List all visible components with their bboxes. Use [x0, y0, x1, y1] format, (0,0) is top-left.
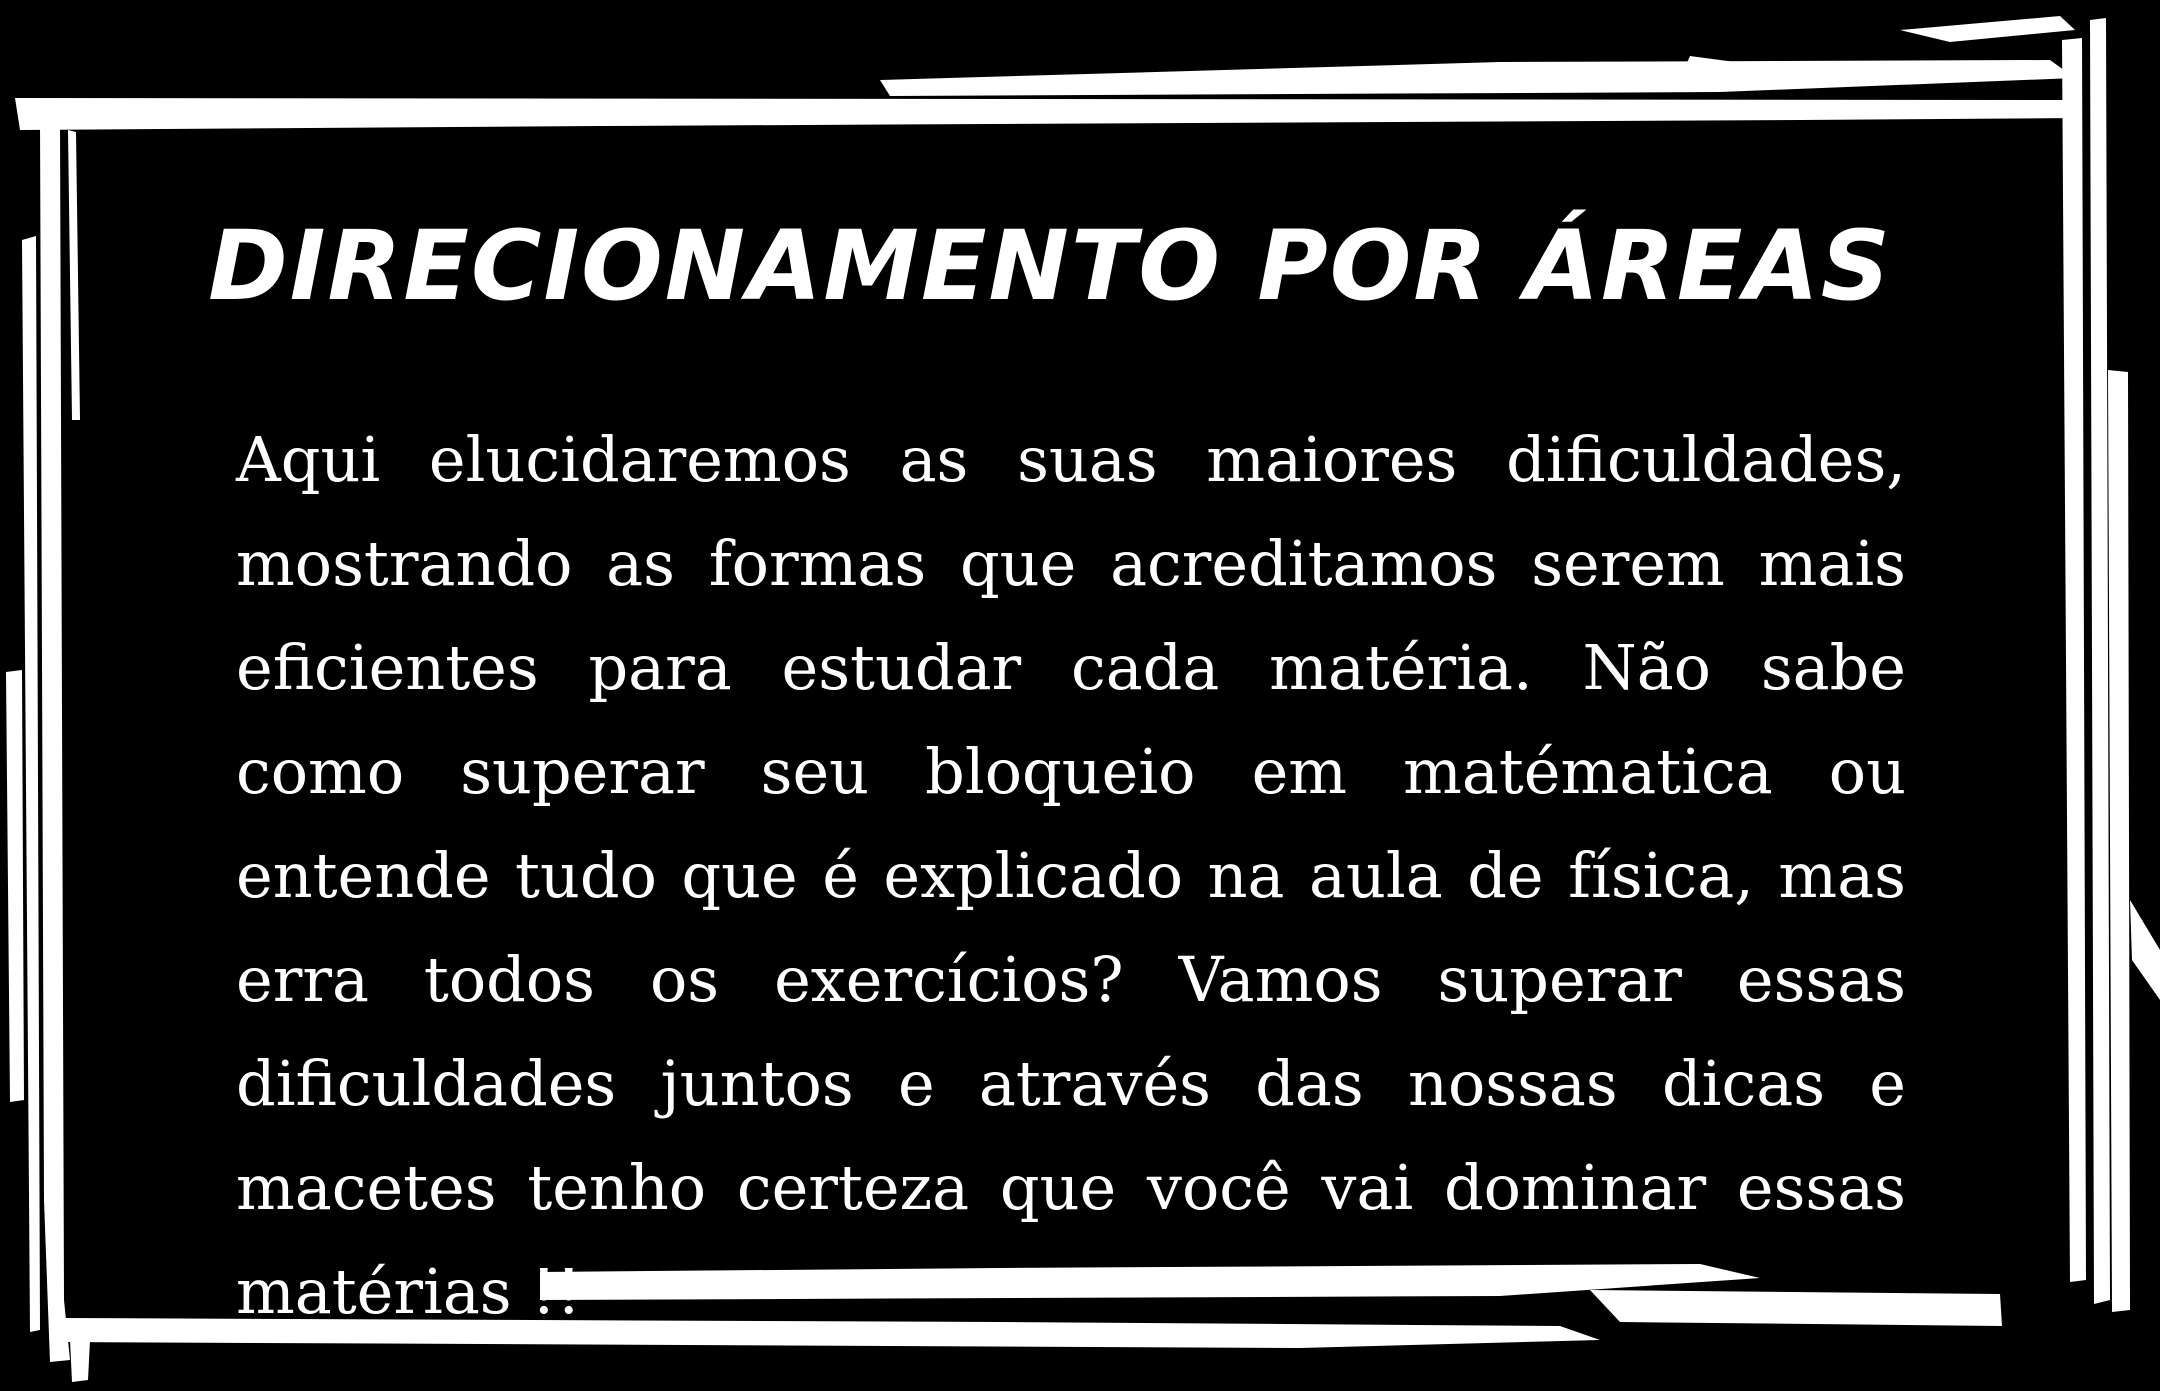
brush-stroke-left-inner [68, 130, 80, 420]
brush-stroke-left-outer [22, 236, 40, 1332]
brush-stroke-top-upper [880, 60, 2075, 96]
brush-stroke-top-main [15, 98, 2077, 130]
brush-stroke-right-main [2062, 38, 2086, 1282]
brush-stroke-bottom-left [70, 1340, 90, 1382]
card-body-text: Aqui elucidaremos as suas maiores dificuldades, mostrando as formas que acreditamos serem mais eficientes para estudar cada matéria. Não sabe como superar seu bloqueio em matématica ou entende tudo que é explicado na aula de física, mas erra todos os exercícios? Vamos superar essas dificuldades juntos e através das nossas dicas e macetes tenho certeza que você vai dominar essas matérias !! [236, 423, 1906, 1328]
brush-stroke-right-outer [2090, 18, 2110, 1304]
brush-stroke-right-far [2108, 370, 2130, 1312]
brush-stroke-top-right [1900, 16, 2075, 42]
card-title: DIRECIONAMENTO POR ÁREAS [208, 210, 1892, 322]
brush-stroke-right-tip [2130, 900, 2160, 1000]
brush-stroke-left-stub [6, 670, 24, 1102]
brush-stroke-top-accent [1680, 56, 1735, 82]
brush-stroke-left-main [40, 120, 70, 1362]
